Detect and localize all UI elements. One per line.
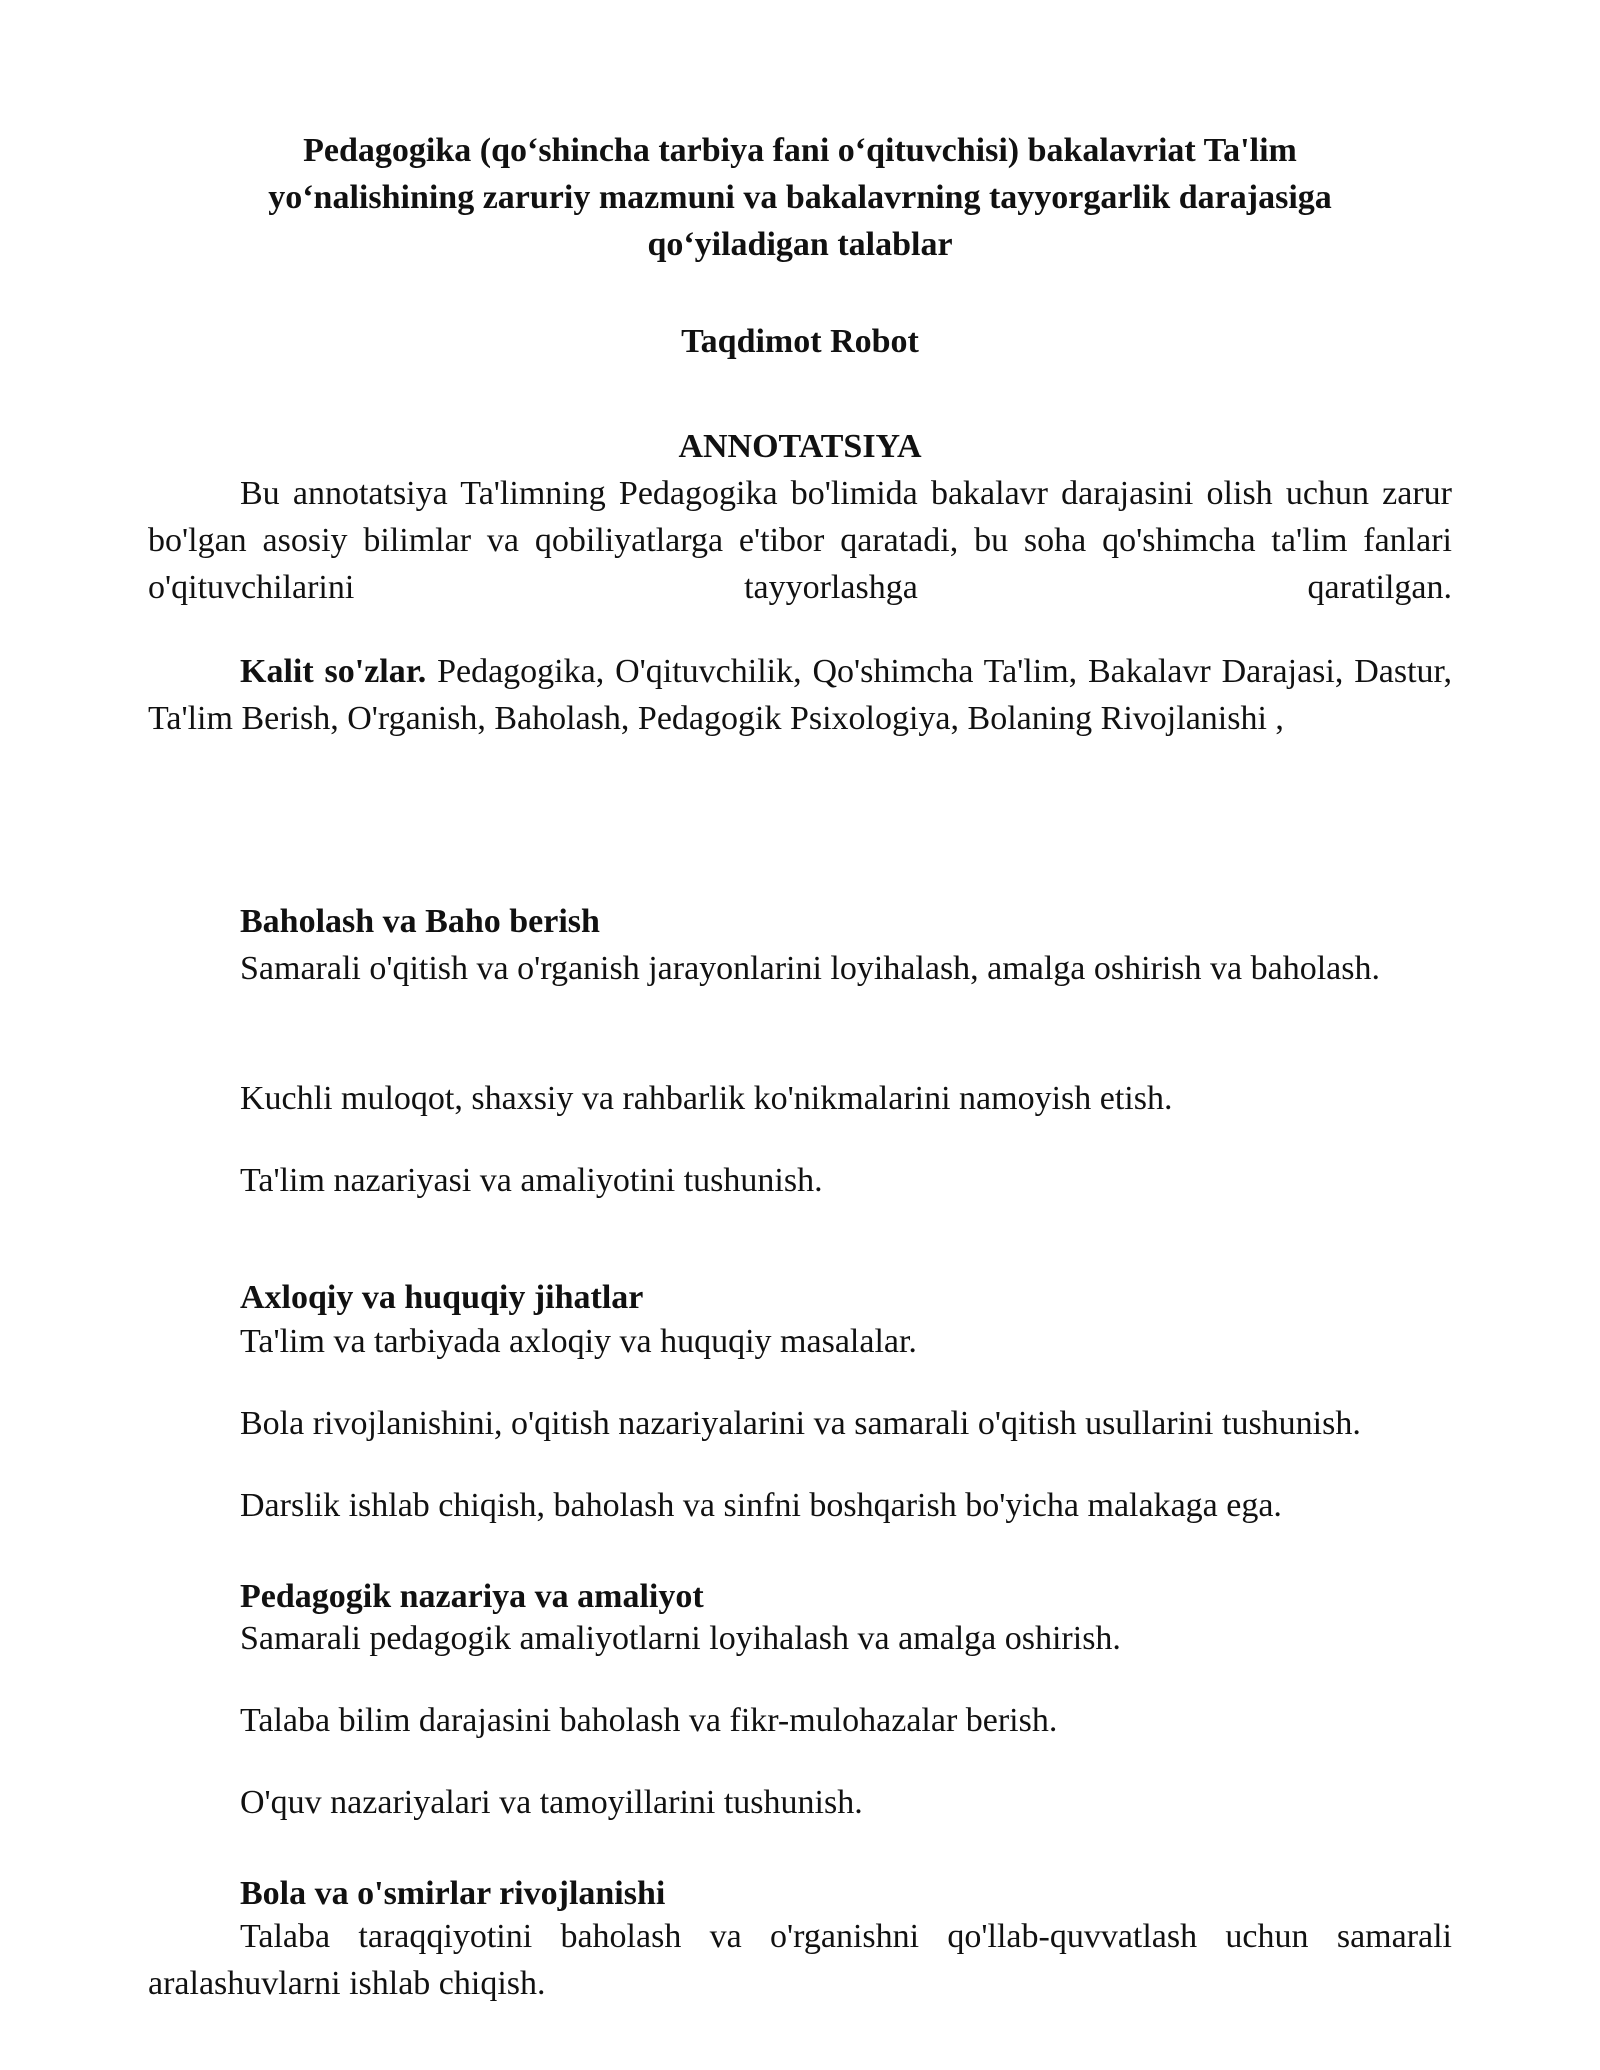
annotation-heading: ANNOTATSIYA (678, 428, 922, 465)
document-author: Taqdimot Robot (681, 323, 919, 360)
section-title-axloqiy: Axloqiy va huquqiy jihatlar (240, 1279, 644, 1316)
section-paragraph: Ta'lim va tarbiyada axloqiy va huquqiy masalalar. (240, 1323, 917, 1360)
section-paragraph: Darslik ishlab chiqish, baholash va sinfni boshqarish bo'yicha malakaga ega. (240, 1487, 1282, 1524)
keywords-label: Kalit so'zlar. (240, 653, 427, 690)
section-title-bola: Bola va o'smirlar rivojlanishi (240, 1875, 666, 1912)
section-paragraph: Talaba bilim darajasini baholash va fikr-mulohazalar berish. (240, 1702, 1058, 1739)
keywords-text: Pedagogika, O'qituvchilik, Qo'shimcha Ta'lim, Bakalavr Darajasi, Dastur, Ta'lim Berish, O'rganish, Baholash, Pedagogik Psixologiya, Bolaning Rivojlanishi , (148, 653, 1452, 737)
section-paragraph: Samarali pedagogik amaliyotlarni loyihalash va amalga oshirish. (240, 1620, 1121, 1657)
section-title-pedagogik: Pedagogik nazariya va amaliyot (240, 1578, 704, 1615)
section-title-baholash: Baholash va Baho berish (240, 903, 600, 940)
title-line-3: qo‘yiladigan talablar (647, 226, 953, 263)
section-paragraph: Talaba taraqqiyotini baholash va o'rganishni qo'llab-quvvatlash uchun samarali aralashuvlarni ishlab chiqish. (148, 1918, 1452, 2002)
section-paragraph: Samarali o'qitish va o'rganish jarayonlarini loyihalash, amalga oshirish va baholash. (240, 950, 1380, 987)
title-line-1: Pedagogika (qo‘shincha tarbiya fani o‘qituvchisi) bakalavriat Ta'lim (303, 132, 1297, 169)
document-title (148, 127, 1452, 268)
title-line-2: yo‘nalishining zaruriy mazmuni va bakalavrning tayyorgarlik darajasiga (268, 179, 1332, 216)
section-paragraph: O'quv nazariyalari va tamoyillarini tushunish. (240, 1784, 863, 1821)
keywords-paragraph (148, 648, 1452, 742)
section-paragraph: Kuchli muloqot, shaxsiy va rahbarlik ko'nikmalarini namoyish etish. (240, 1080, 1173, 1117)
annotation-text: Bu annotatsiya Ta'limning Pedagogika bo'limida bakalavr darajasini olish uchun zarur bo'lgan asosiy bilimlar va qobiliyatlarga e'tibor qaratadi, bu soha qo'shimcha ta'lim fanlari o'qituvchilarini tayyorlashga qaratilgan. (148, 475, 1452, 606)
section-paragraph: Ta'lim nazariyasi va amaliyotini tushunish. (240, 1162, 823, 1199)
section-paragraph: Bola rivojlanishini, o'qitish nazariyalarini va samarali o'qitish usullarini tushunish. (240, 1405, 1361, 1442)
